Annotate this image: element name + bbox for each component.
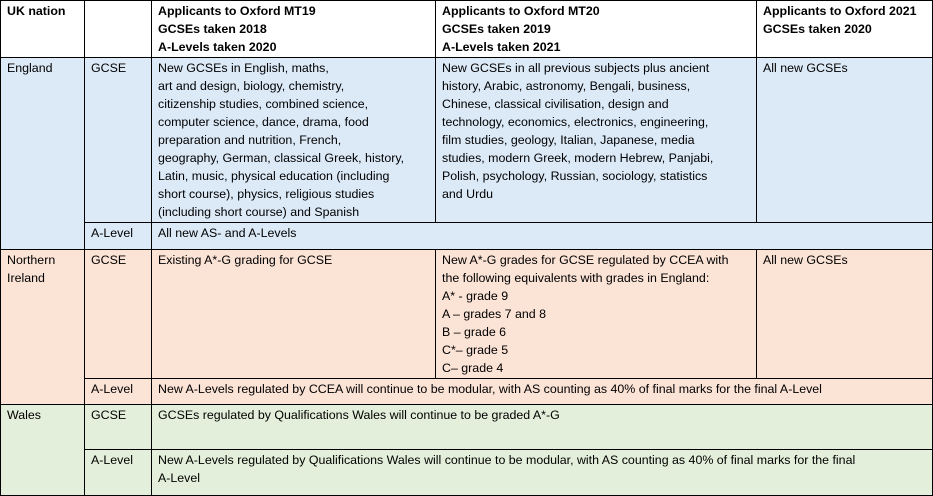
wales-alevel-text: New A-Levels regulated by Qualifications Wales will continue to be modular, with AS counting as 40% of final marks for the final A-Level (152, 450, 933, 496)
england-alevel-label: A-Level (85, 223, 152, 250)
wales-gcse-text: GCSEs regulated by Qualifications Wales will continue to be graded A*-G (152, 405, 933, 450)
header-uk-nation: UK nation (1, 1, 85, 58)
england-gcse-row (1, 58, 933, 223)
ni-gcse-label: GCSE (85, 250, 152, 379)
header-2021: Applicants to Oxford 2021 GCSEs taken 2020 (757, 1, 933, 58)
header-blank (85, 1, 152, 58)
england-alevel-text: All new AS- and A-Levels (152, 223, 933, 250)
england-gcse-mt20: New GCSEs in all previous subjects plus ancient history, Arabic, astronomy, Bengali, business, Chinese, classical civilisation, design and technology, economics, electronics, engineering, film studies, geology, Italian, Japanese, media studies, modern Greek, modern Hebrew, Panjabi, Polish, psychology, Russian, sociology, statistics and Urdu (436, 58, 757, 223)
ni-alevel-label: A-Level (85, 379, 152, 405)
wales-alevel-label: A-Level (85, 450, 152, 496)
england-gcse-2021: All new GCSEs (757, 58, 933, 223)
england-gcse-label: GCSE (85, 58, 152, 223)
header-row (1, 1, 933, 58)
wales-alevel-row (1, 450, 933, 496)
ni-alevel-text: New A-Levels regulated by CCEA will continue to be modular, with AS counting as 40% of final marks for the final A-Level (152, 379, 933, 405)
ni-gcse-mt19: Existing A*-G grading for GCSE (152, 250, 436, 379)
wales-gcse-label: GCSE (85, 405, 152, 450)
ni-gcse-row (1, 250, 933, 379)
header-mt20: Applicants to Oxford MT20 GCSEs taken 2019 A-Levels taken 2021 (436, 1, 757, 58)
england-nation-cell: England (1, 58, 85, 250)
ni-alevel-row (1, 379, 933, 405)
england-alevel-row (1, 223, 933, 250)
header-mt19: Applicants to Oxford MT19 GCSEs taken 2018 A-Levels taken 2020 (152, 1, 436, 58)
ni-nation-cell: Northern Ireland (1, 250, 85, 405)
wales-gcse-row (1, 405, 933, 450)
ni-gcse-mt20: New A*-G grades for GCSE regulated by CCEA with the following equivalents with grades in England: A* - grade 9 A – grades 7 and 8 B – grade 6 C*– grade 5 C– grade 4 (436, 250, 757, 379)
ni-gcse-2021: All new GCSEs (757, 250, 933, 379)
england-gcse-mt19: New GCSEs in English, maths, art and design, biology, chemistry, citizenship studies, combined science, computer science, dance, drama, food preparation and nutrition, French, geography, German, classical Greek, history, Latin, music, physical education (including short course), physics, religious studies (including short course) and Spanish (152, 58, 436, 223)
wales-nation-cell: Wales (1, 405, 85, 496)
